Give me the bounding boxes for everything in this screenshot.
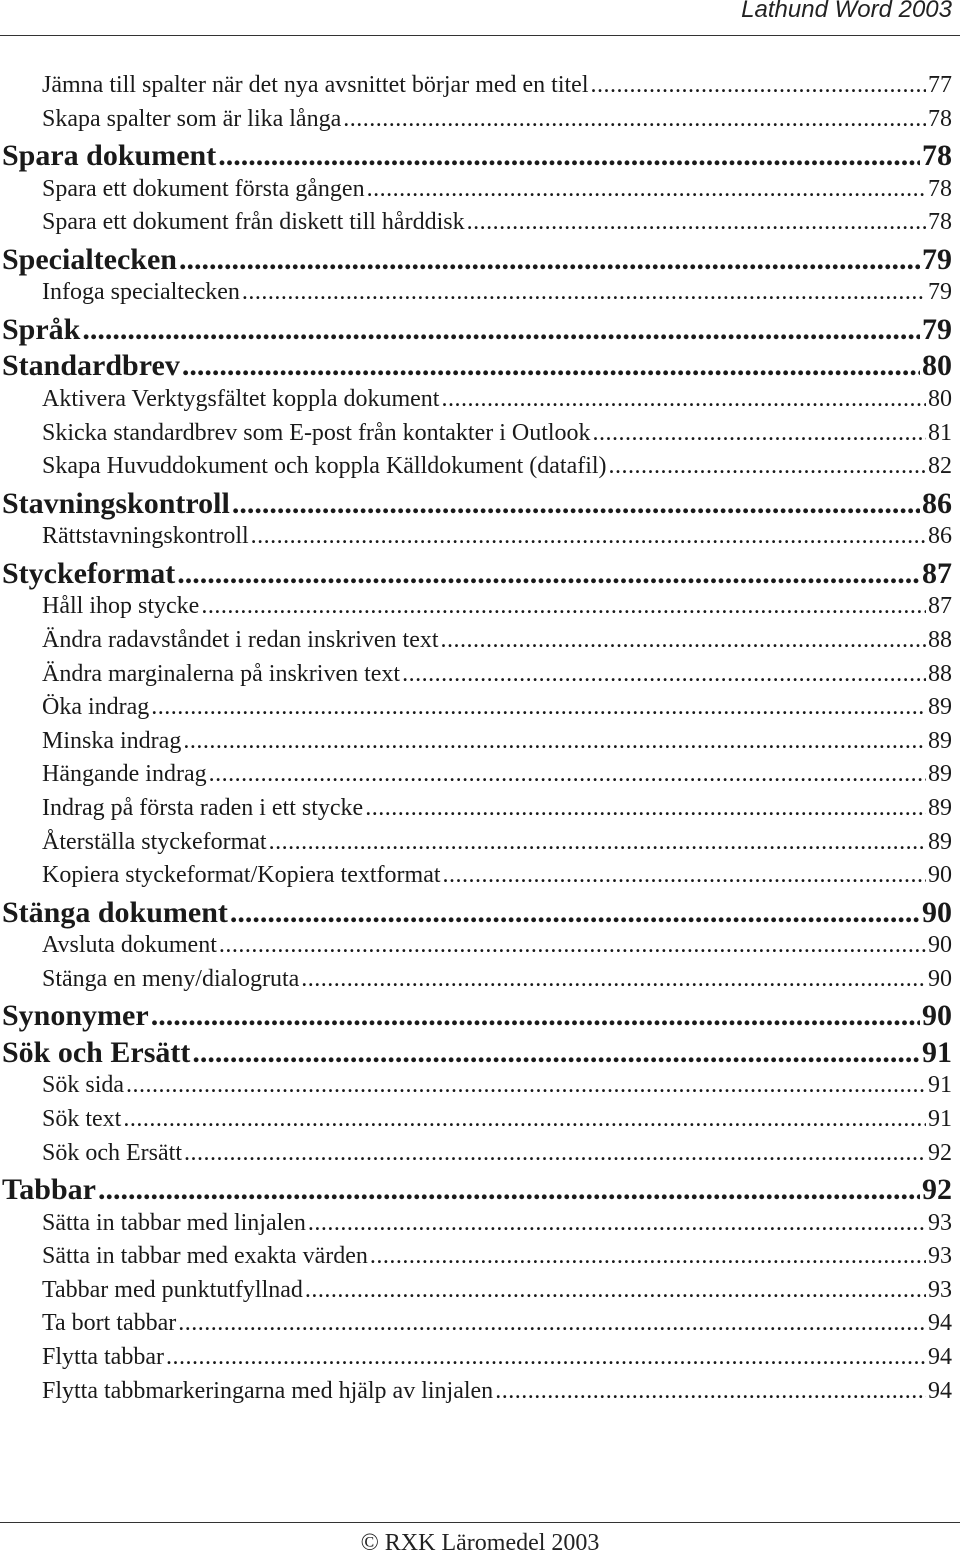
toc-subsection-entry xyxy=(0,862,952,896)
toc-entry-page-number: 90 xyxy=(922,895,952,929)
dot-leader xyxy=(183,728,926,755)
dot-leader xyxy=(182,349,920,383)
toc-entry-title: Tabbar xyxy=(2,1173,96,1207)
dot-leader xyxy=(609,453,926,480)
toc-entry-title: Ta bort tabbar xyxy=(42,1310,177,1337)
dot-leader xyxy=(151,694,926,721)
dot-leader xyxy=(495,1378,926,1405)
toc-entry-title: Kopiera styckeformat/Kopiera textformat xyxy=(42,862,441,889)
toc-subsection-entry xyxy=(0,1378,952,1412)
dot-leader xyxy=(593,420,926,447)
toc-entry-title: Tabbar med punktutfyllnad xyxy=(42,1276,303,1303)
toc-section-entry xyxy=(0,999,952,1036)
toc-entry-page-number: 90 xyxy=(922,999,952,1033)
dot-leader xyxy=(219,932,926,959)
toc-entry-title: Stänga en meny/dialogruta xyxy=(42,965,300,992)
toc-entry-title: Sätta in tabbar med exakta värden xyxy=(42,1243,368,1270)
dot-leader xyxy=(218,139,920,173)
toc-subsection-entry xyxy=(0,694,952,728)
dot-leader xyxy=(467,209,926,236)
toc-entry-title: Skapa spalter som är lika långa xyxy=(42,105,342,132)
toc-subsection-entry xyxy=(0,661,952,695)
dot-leader xyxy=(305,1277,926,1304)
toc-entry-title: Specialtecken xyxy=(2,242,177,276)
toc-entry-title: Sök och Ersätt xyxy=(42,1139,182,1166)
toc-subsection-entry xyxy=(0,386,952,420)
toc-entry-page-number: 78 xyxy=(928,105,952,132)
toc-subsection-entry xyxy=(0,761,952,795)
toc-subsection-entry xyxy=(0,1106,952,1140)
footer-divider xyxy=(0,1522,960,1523)
toc-section-entry xyxy=(0,1036,952,1073)
toc-entry-page-number: 89 xyxy=(928,794,952,821)
toc-entry-page-number: 91 xyxy=(928,1105,952,1132)
toc-subsection-entry xyxy=(0,728,952,762)
toc-entry-page-number: 94 xyxy=(928,1344,952,1371)
toc-entry-page-number: 89 xyxy=(928,761,952,788)
toc-entry-page-number: 86 xyxy=(928,523,952,550)
dot-leader xyxy=(184,1140,926,1167)
toc-entry-title: Spara ett dokument från diskett till hårddisk xyxy=(42,209,465,236)
toc-entry-page-number: 92 xyxy=(928,1139,952,1166)
toc-subsection-entry xyxy=(0,1243,952,1277)
dot-leader xyxy=(201,593,926,620)
toc-entry-title: Spara dokument xyxy=(2,139,217,173)
toc-subsection-entry xyxy=(0,176,952,210)
dot-leader xyxy=(178,1310,926,1337)
running-header: Lathund Word 2003 xyxy=(741,0,952,23)
dot-leader xyxy=(98,1173,920,1207)
toc-entry-page-number: 94 xyxy=(928,1377,952,1404)
toc-subsection-entry xyxy=(0,829,952,863)
toc-entry-page-number: 86 xyxy=(922,486,952,520)
toc-entry-page-number: 77 xyxy=(928,72,952,98)
toc-entry-page-number: 82 xyxy=(928,453,952,480)
toc-subsection-entry xyxy=(0,1344,952,1378)
toc-entry-page-number: 79 xyxy=(922,242,952,276)
dot-leader xyxy=(123,1106,926,1133)
table-of-contents xyxy=(0,72,952,1411)
toc-subsection-entry xyxy=(0,420,952,454)
dot-leader xyxy=(367,176,926,203)
toc-entry-page-number: 92 xyxy=(922,1173,952,1207)
toc-entry-title: Skicka standardbrev som E-post från kontakter i Outlook xyxy=(42,419,591,446)
toc-subsection-entry xyxy=(0,932,952,966)
toc-entry-page-number: 93 xyxy=(928,1276,952,1303)
toc-entry-title: Ändra radavståndet i redan inskriven text xyxy=(42,626,439,653)
toc-entry-page-number: 79 xyxy=(922,312,952,346)
toc-entry-title: Skapa Huvuddokument och koppla Källdokument (datafil) xyxy=(42,453,607,480)
toc-entry-title: Hängande indrag xyxy=(42,761,207,788)
toc-section-entry xyxy=(0,557,952,594)
toc-entry-page-number: 89 xyxy=(928,727,952,754)
footer-copyright: © RXK Läromedel 2003 xyxy=(360,1530,600,1556)
toc-subsection-entry xyxy=(0,966,952,1000)
dot-leader xyxy=(365,795,926,822)
toc-entry-title: Stavningskontroll xyxy=(2,486,230,520)
toc-subsection-entry xyxy=(0,72,952,106)
dot-leader xyxy=(177,557,920,591)
toc-entry-title: Håll ihop stycke xyxy=(42,593,200,620)
dot-leader xyxy=(232,487,920,521)
toc-entry-page-number: 80 xyxy=(928,385,952,412)
toc-entry-title: Jämna till spalter när det nya avsnittet börjar med en titel xyxy=(42,72,589,98)
toc-subsection-entry xyxy=(0,1310,952,1344)
toc-entry-page-number: 78 xyxy=(922,139,952,173)
dot-leader xyxy=(370,1243,926,1270)
toc-entry-title: Indrag på första raden i ett stycke xyxy=(42,794,364,821)
dot-leader xyxy=(151,999,920,1033)
toc-entry-title: Stänga dokument xyxy=(2,895,228,929)
toc-section-entry xyxy=(0,313,952,350)
toc-entry-title: Aktivera Verktygsfältet koppla dokument xyxy=(42,385,440,412)
toc-subsection-entry xyxy=(0,279,952,313)
toc-subsection-entry xyxy=(0,593,952,627)
toc-entry-title: Språk xyxy=(2,312,81,346)
toc-entry-title: Standardbrev xyxy=(2,349,180,383)
toc-entry-title: Sätta in tabbar med linjalen xyxy=(42,1209,306,1236)
header-divider xyxy=(0,35,960,36)
toc-entry-title: Synonymer xyxy=(2,999,149,1033)
dot-leader xyxy=(308,1210,926,1237)
toc-entry-page-number: 93 xyxy=(928,1209,952,1236)
toc-subsection-entry xyxy=(0,1277,952,1311)
toc-section-entry xyxy=(0,896,952,933)
toc-entry-page-number: 91 xyxy=(922,1035,952,1069)
toc-entry-page-number: 78 xyxy=(928,175,952,202)
dot-leader xyxy=(192,1036,920,1070)
dot-leader xyxy=(179,243,920,277)
toc-entry-title: Infoga specialtecken xyxy=(42,279,240,306)
dot-leader xyxy=(443,862,926,889)
dot-leader xyxy=(441,386,926,413)
dot-leader xyxy=(251,523,926,550)
dot-leader xyxy=(230,896,920,930)
toc-entry-page-number: 88 xyxy=(928,660,952,687)
dot-leader xyxy=(126,1072,926,1099)
dot-leader xyxy=(343,106,926,133)
toc-subsection-entry xyxy=(0,453,952,487)
toc-entry-page-number: 79 xyxy=(928,279,952,306)
dot-leader xyxy=(209,761,926,788)
toc-entry-title: Flytta tabbmarkeringarna med hjälp av linjalen xyxy=(42,1377,494,1404)
toc-entry-title: Ändra marginalerna på inskriven text xyxy=(42,660,401,687)
toc-entry-title: Rättstavningskontroll xyxy=(42,523,249,550)
toc-subsection-entry xyxy=(0,523,952,557)
toc-section-entry xyxy=(0,139,952,176)
toc-entry-page-number: 80 xyxy=(922,349,952,383)
toc-entry-page-number: 89 xyxy=(928,828,952,855)
toc-subsection-entry xyxy=(0,1140,952,1174)
toc-subsection-entry xyxy=(0,209,952,243)
toc-entry-page-number: 91 xyxy=(928,1072,952,1099)
toc-subsection-entry xyxy=(0,106,952,140)
toc-entry-title: Styckeformat xyxy=(2,556,176,590)
toc-entry-page-number: 87 xyxy=(922,556,952,590)
toc-subsection-entry xyxy=(0,1210,952,1244)
toc-section-entry xyxy=(0,349,952,386)
toc-entry-title: Återställa styckeformat xyxy=(42,828,267,855)
toc-section-entry xyxy=(0,243,952,280)
dot-leader xyxy=(242,279,926,306)
toc-entry-page-number: 88 xyxy=(928,626,952,653)
toc-entry-title: Flytta tabbar xyxy=(42,1344,164,1371)
dot-leader xyxy=(269,829,926,856)
toc-entry-page-number: 94 xyxy=(928,1310,952,1337)
dot-leader xyxy=(402,661,926,688)
dot-leader xyxy=(301,966,926,993)
dot-leader xyxy=(441,627,926,654)
toc-entry-page-number: 87 xyxy=(928,593,952,620)
toc-entry-page-number: 90 xyxy=(928,932,952,959)
toc-entry-page-number: 81 xyxy=(928,419,952,446)
toc-entry-page-number: 93 xyxy=(928,1243,952,1270)
toc-subsection-entry xyxy=(0,627,952,661)
toc-entry-title: Öka indrag xyxy=(42,694,150,721)
toc-entry-page-number: 90 xyxy=(928,965,952,992)
toc-entry-title: Spara ett dokument första gången xyxy=(42,175,365,202)
dot-leader xyxy=(82,313,920,347)
toc-entry-title: Minska indrag xyxy=(42,727,182,754)
toc-subsection-entry xyxy=(0,795,952,829)
toc-section-entry xyxy=(0,1173,952,1210)
toc-entry-title: Sök och Ersätt xyxy=(2,1035,191,1069)
toc-section-entry xyxy=(0,487,952,524)
dot-leader xyxy=(591,72,927,99)
toc-subsection-entry xyxy=(0,1072,952,1106)
toc-entry-title: Avsluta dokument xyxy=(42,932,217,959)
toc-entry-page-number: 90 xyxy=(928,862,952,889)
toc-entry-page-number: 78 xyxy=(928,209,952,236)
dot-leader xyxy=(166,1344,926,1371)
toc-entry-title: Sök text xyxy=(42,1105,122,1132)
toc-entry-title: Sök sida xyxy=(42,1072,125,1099)
toc-entry-page-number: 89 xyxy=(928,694,952,721)
